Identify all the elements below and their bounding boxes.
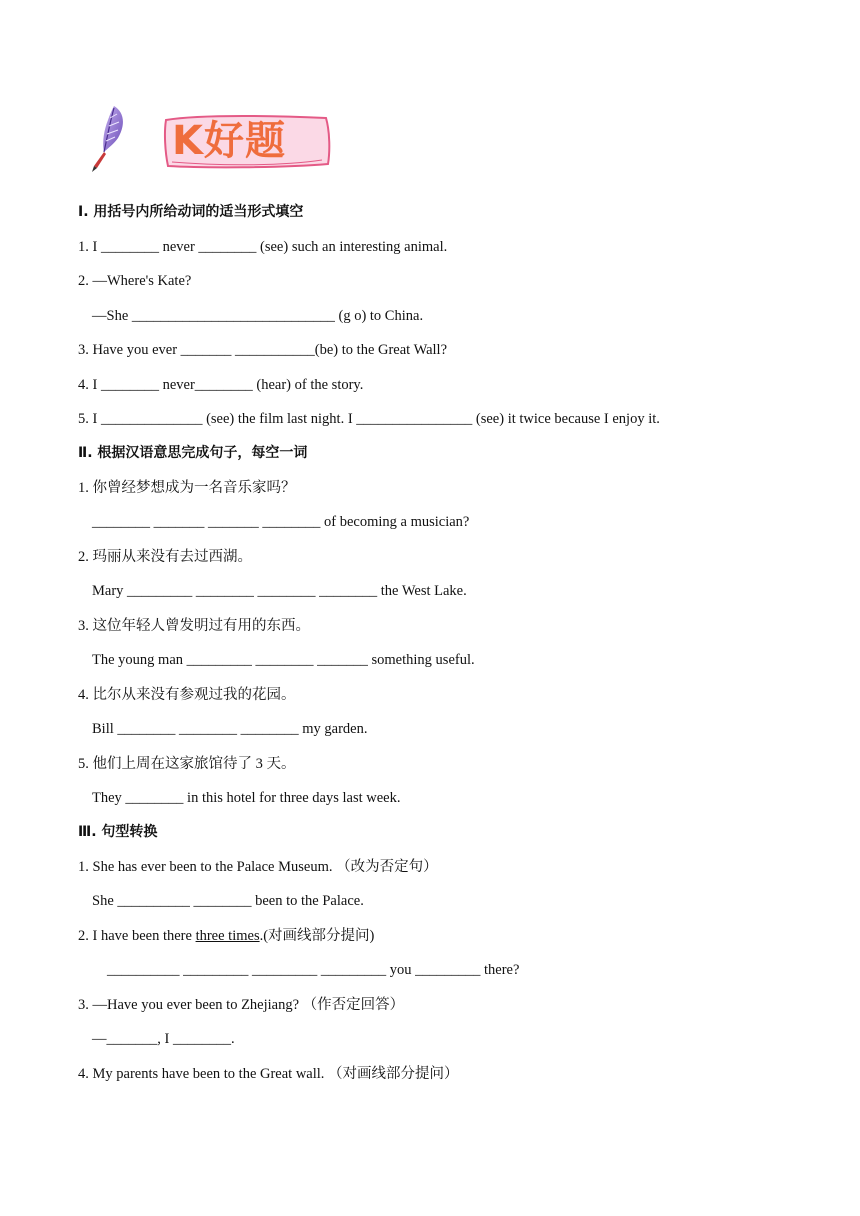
section-1-title: Ⅰ. 用括号内所给动词的适当形式填空 xyxy=(78,204,304,220)
exercise-line: They ________ in this hotel for three days last week. xyxy=(92,790,401,806)
exercise-line: __________ _________ _________ _________ you _________ there? xyxy=(107,962,520,978)
exercise-line: 3. —Have you ever been to Zhejiang? （作否定回答） xyxy=(78,997,405,1013)
sentence-instruction: .(对画线部分提问) xyxy=(259,928,375,944)
section-3-title: Ⅲ. 句型转换 xyxy=(78,824,158,840)
exercise-line: ________ _______ _______ ________ of becoming a musician? xyxy=(92,514,470,530)
exercise-line: 4. My parents have been to the Great wall. （对画线部分提问） xyxy=(78,1066,459,1082)
exercise-line: 3. Have you ever _______ ___________(be) to the Great Wall? xyxy=(78,342,448,358)
exercise-line: 3. 这位年轻人曾发明过有用的东西。 xyxy=(78,618,310,634)
sentence-text: 2. I have been there xyxy=(78,928,196,944)
exercise-line: 4. I ________ never________ (hear) of the story. xyxy=(78,377,364,393)
exercise-line: —She ____________________________ (g o) to China. xyxy=(92,308,424,324)
exercise-line: 1. She has ever been to the Palace Museum. （改为否定句） xyxy=(78,859,438,875)
exercise-line: The young man _________ ________ _______ something useful. xyxy=(92,652,475,668)
exercise-line: 1. I ________ never ________ (see) such an interesting animal. xyxy=(78,239,448,255)
section-2-title: Ⅱ. 根据汉语意思完成句子，每空一词 xyxy=(78,445,308,461)
pen-icon xyxy=(84,104,130,174)
exercise-line: 1. 你曾经梦想成为一名音乐家吗？ xyxy=(78,480,296,496)
badge-title: K好题 xyxy=(172,118,286,164)
exercise-line: 2. 玛丽从来没有去过西湖。 xyxy=(78,549,252,565)
exercise-line: 5. I ______________ (see) the film last night. I ________________ (see) it twice because I enjoy it. xyxy=(78,411,660,427)
header-banner xyxy=(84,104,344,174)
exercise-line: She __________ ________ been to the Palace. xyxy=(92,893,364,909)
exercise-line xyxy=(78,926,374,946)
exercise-line: —_______, I ________. xyxy=(92,1031,235,1047)
exercise-line: 2. —Where's Kate? xyxy=(78,273,192,289)
exercise-line: 5. 他们上周在这家旅馆待了 3 天。 xyxy=(78,756,296,772)
underlined-phrase: three times xyxy=(195,928,260,944)
exercise-line: 4. 比尔从来没有参观过我的花园。 xyxy=(78,687,296,703)
exercise-line: Bill ________ ________ ________ my garden. xyxy=(92,721,368,737)
exercise-line: Mary _________ ________ ________ ________ the West Lake. xyxy=(92,583,467,599)
